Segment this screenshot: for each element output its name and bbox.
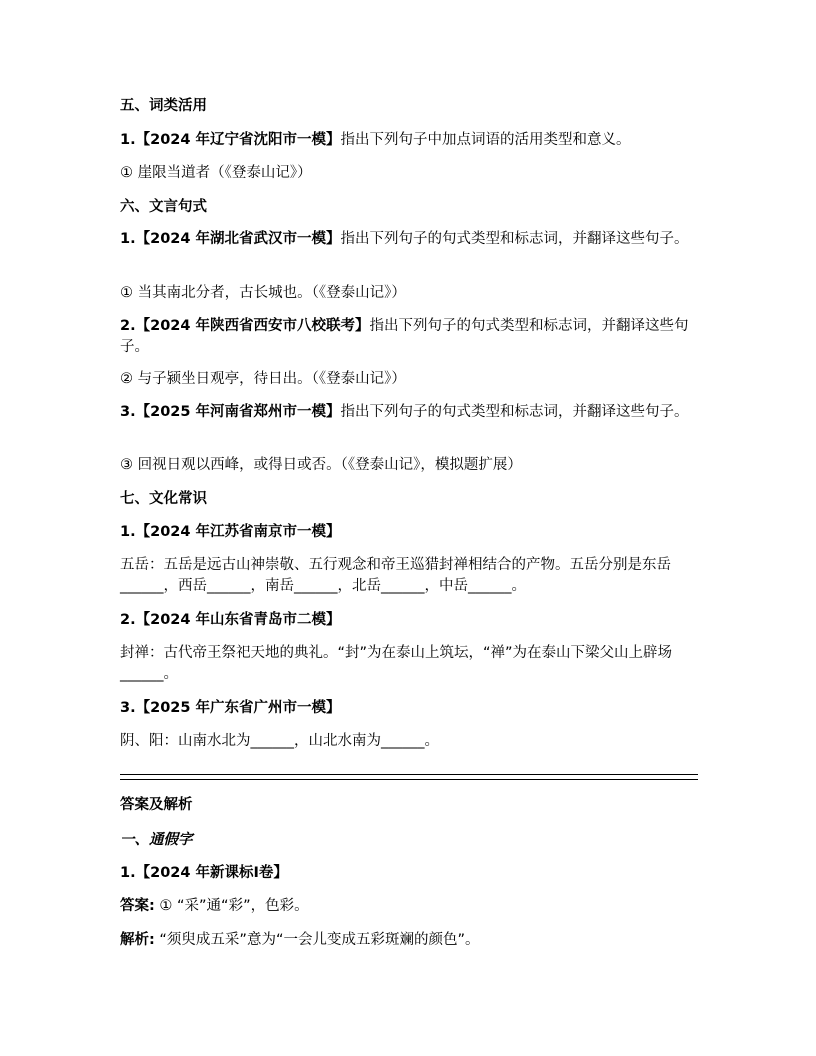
question-number: 1.: [120, 231, 136, 247]
section6-heading: 六、文言句式: [120, 199, 207, 215]
section6-question-2: [120, 316, 700, 358]
question-source-tag: 【2024 年辽宁省沈阳市一模】: [135, 132, 341, 148]
section6-item-3: ③ 回视日观以西峰，或得日或否。（《登泰山记》，模拟题扩展）: [120, 457, 522, 473]
analysis-text: “须臾成五采”意为“一会儿变成五彩斑斓的颜色”。: [154, 932, 480, 948]
section7-question-3-text: 阴、阳：山南水北为______，山北水南为______。: [120, 733, 439, 749]
answer-text: ① “采”通“彩”，色彩。: [154, 898, 309, 914]
section6-item-2: ② 与子颍坐日观亭，待日出。（《登泰山记》）: [120, 371, 406, 387]
question-text: 指出下列句子的句式类型和标志词，并翻译这些句子。: [340, 404, 689, 420]
question-source-tag: 【2024 年新课标Ⅰ卷】: [135, 865, 288, 881]
section5-item-1: ① 崖限当道者（《登泰山记》）: [120, 165, 312, 181]
section6-question-3: [120, 402, 700, 423]
question-number: 1.: [120, 132, 136, 148]
section6-question-1: [120, 229, 700, 250]
question-source-tag: 【2024 年湖北省武汉市一模】: [135, 231, 341, 247]
answers-sub-heading: 一、通假字: [120, 832, 193, 848]
section7-question-2-text: 封禅：古代帝王祭祀天地的典礼。“封”为在泰山上筑坛，“禅”为在泰山下梁父山上辟场______。: [120, 645, 673, 682]
question-source-tag: 【2024 年江苏省南京市一模】: [135, 524, 341, 540]
section7-question-1: [120, 522, 700, 543]
answer-line: [120, 896, 700, 917]
question-number: 3.: [120, 700, 136, 716]
section7-question-3: [120, 698, 700, 719]
question-text: 指出下列句子的句式类型和标志词，并翻译这些句子。: [120, 318, 689, 355]
question-source-tag: 【2024 年陕西省西安市八校联考】: [135, 318, 370, 334]
question-number: 1.: [120, 865, 136, 881]
answers-heading: 答案及解析: [120, 797, 193, 813]
section-divider: [120, 774, 698, 780]
question-text: 指出下列句子中加点词语的活用类型和意义。: [340, 132, 631, 148]
section5-question-1: [120, 130, 700, 151]
answer-label: 答案:: [120, 898, 155, 914]
question-source-tag: 【2025 年广东省广州市一模】: [135, 700, 341, 716]
section7-heading: 七、文化常识: [120, 491, 207, 507]
question-text: 指出下列句子的句式类型和标志词，并翻译这些句子。: [340, 231, 689, 247]
section7-question-1-text: 五岳：五岳是远古山神崇敬、五行观念和帝王巡猎封禅相结合的产物。五岳分别是东岳______，西岳______，南岳______，北岳______，中岳______。: [120, 557, 671, 594]
question-number: 2.: [120, 318, 136, 334]
analysis-label: 解析:: [120, 932, 155, 948]
section7-question-2: [120, 610, 700, 631]
section5-heading: 五、词类活用: [120, 98, 207, 114]
analysis-line: [120, 930, 700, 951]
answers-question-1: [120, 863, 700, 884]
question-source-tag: 【2024 年山东省青岛市二模】: [135, 612, 341, 628]
question-number: 1.: [120, 524, 136, 540]
question-number: 3.: [120, 404, 136, 420]
question-source-tag: 【2025 年河南省郑州市一模】: [135, 404, 341, 420]
section6-item-1: ① 当其南北分者，古长城也。（《登泰山记》）: [120, 285, 406, 301]
question-number: 2.: [120, 612, 136, 628]
